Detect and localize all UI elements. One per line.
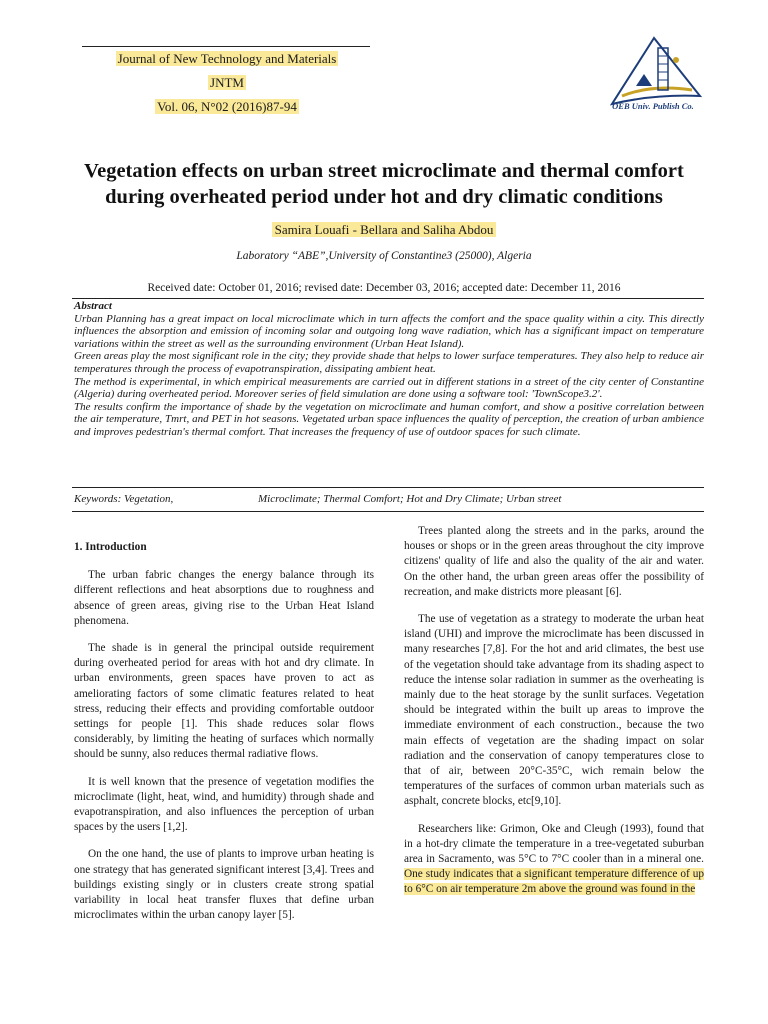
body-paragraph — [404, 822, 704, 898]
journal-name-line — [82, 49, 372, 69]
abstract-paragraph: The method is experimental, in which empirical measurements are carried out in different stations in a street of the city center of Constantine (Algeria) during overheated period. Moreover series of field simulation are done using a software tool: 'TownScope3.2'. — [74, 375, 704, 401]
body-paragraph: Trees planted along the streets and in the parks, around the houses or shops or in the green areas throughout the city improve citizens' quality of life and also the quality of the air and water. On the other hand, the urban green areas offer the possibility of recreation, and make districts more pleasant [6]. — [404, 525, 704, 598]
paper-authors — [40, 222, 728, 238]
section-heading: 1. Introduction — [74, 541, 147, 553]
body-paragraph: The shade is in general the principal outside requirement during overheated period for areas with hot and dry climate. In urban environments, green spaces have proven to act as ameliorating factors of some climatic features related to heat stress, reducing their effects and providing comfortable outdoor settings for people [1]. This shade reduces solar flows considerably, by limiting the heating of surfaces which normally should be sunny, also reduces thermal radiative flows. — [74, 642, 374, 761]
abstract-rule-top — [72, 298, 704, 299]
keywords-rule — [72, 511, 704, 512]
keywords-label: Keywords: Vegetation, — [74, 493, 174, 505]
keywords — [74, 493, 704, 505]
paper-affiliation: Laboratory “ABE”,University of Constantine3 (25000), Algeria — [236, 250, 532, 262]
journal-abbrev: JNTM — [210, 75, 244, 90]
keywords-list: Microclimate; Thermal Comfort; Hot and Dry Climate; Urban street — [258, 493, 562, 505]
paper-title-line2: during overheated period under hot and dry climatic conditions — [105, 186, 663, 208]
body-paragraph: On the one hand, the use of plants to improve urban heating is one strategy that has generated significant interest [3,4]. Trees and buildings existing singly or in clusters create strong spatial variability in local heat transfer fluxes that define urban microclimates within the urban canopy layer [5]. — [74, 848, 374, 922]
body-text: Researchers like: Grimon, Oke and Cleugh (1993), found that in a hot-dry climate the temperature in a tree-vegetated suburban area in Sacramento, was 5°C to 7°C cooler than in a mineral one. — [404, 822, 704, 866]
authors-text: Samira Louafi - Bellara and Saliha Abdou — [272, 222, 497, 237]
abstract-paragraph: The results confirm the importance of shade by the vegetation on microclimate and human comfort, and show a positive correlation between the air temperature, Tmrt, and PET in hot seasons. Vegetated urban space influences the quality of perception, the creation of urban ambience and improves pedestrian's thermal comfort. That increases the frequency of use of outdoor spaces for such climate. — [74, 400, 704, 438]
body-paragraph: The urban fabric changes the energy balance through its different reflections and heat absorptions due to roughness and absence of green areas, giving rise to the Urban Heat Island phenomena. — [74, 569, 374, 627]
abstract — [74, 300, 704, 439]
journal-name: Journal of New Technology and Materials — [117, 51, 337, 66]
body-column-right — [404, 524, 704, 910]
header-rule-top — [82, 46, 370, 47]
received-dates: Received date: October 01, 2016; revised date: December 03, 2016; accepted date: December 11, 2016 — [147, 282, 621, 294]
abstract-heading: Abstract — [74, 300, 112, 312]
paper-title — [40, 158, 728, 210]
body-paragraph: The use of vegetation as a strategy to moderate the urban heat island (UHI) and improve the microclimate has been discussed in many researches [7,8]. For the hot and arid climates, the best use of the vegetation should take advantage from its shading aspect to reduce the intense solar radiation in summer as the overheating is mainly due to the heat storage by the sunlit surfaces. Vegetation should be integrated within the built up areas to improve the immediate environment of each construction., because the two main effects of vegetation are the shading impact on solar radiation and the conservation of canopy temperatures close to that of air, between 20°C-35°C, wich remain below the temperatures of the surfaces of common urban materials such as asphalt, concrete blocks, etc[9,10]. — [404, 613, 704, 808]
journal-abbrev-line — [82, 73, 372, 93]
abstract-rule-bottom — [72, 487, 704, 488]
journal-header — [82, 46, 372, 117]
body-column-left — [74, 540, 374, 935]
publisher-name: OEB Univ. Publish Co. — [612, 101, 694, 111]
highlighted-text: One study indicates that a significant temperature difference of up to 6°C on air temperature 2m above the ground was found in the — [404, 868, 704, 896]
paper-title-line1: Vegetation effects on urban street microclimate and thermal comfort — [84, 160, 684, 182]
abstract-paragraph: Green areas play the most significant role in the city; they provide shade that helps to lower surface temperatures. They also help to reduce air temperatures through the process of evapotranspiration, dissipating ambient heat. — [74, 350, 704, 375]
body-paragraph: It is well known that the presence of vegetation modifies the microclimate (light, heat, wind, and humidity) through shade and evapotranspiration, and also influences the perception of urban spaces by the users [1,2]. — [74, 775, 374, 834]
journal-volume: Vol. 06, N°02 (2016)87-94 — [157, 99, 297, 114]
journal-volume-line — [82, 97, 372, 117]
abstract-paragraph: Urban Planning has a great impact on local microclimate which in turn affects the comfort and the space quality within a city. This directly influences the absorption and emission of incoming solar and outgoing long wave radiation, which has a significant impact on temperature variations within the street as well as the surrounding environment (Urban Heat Island). — [74, 312, 704, 350]
